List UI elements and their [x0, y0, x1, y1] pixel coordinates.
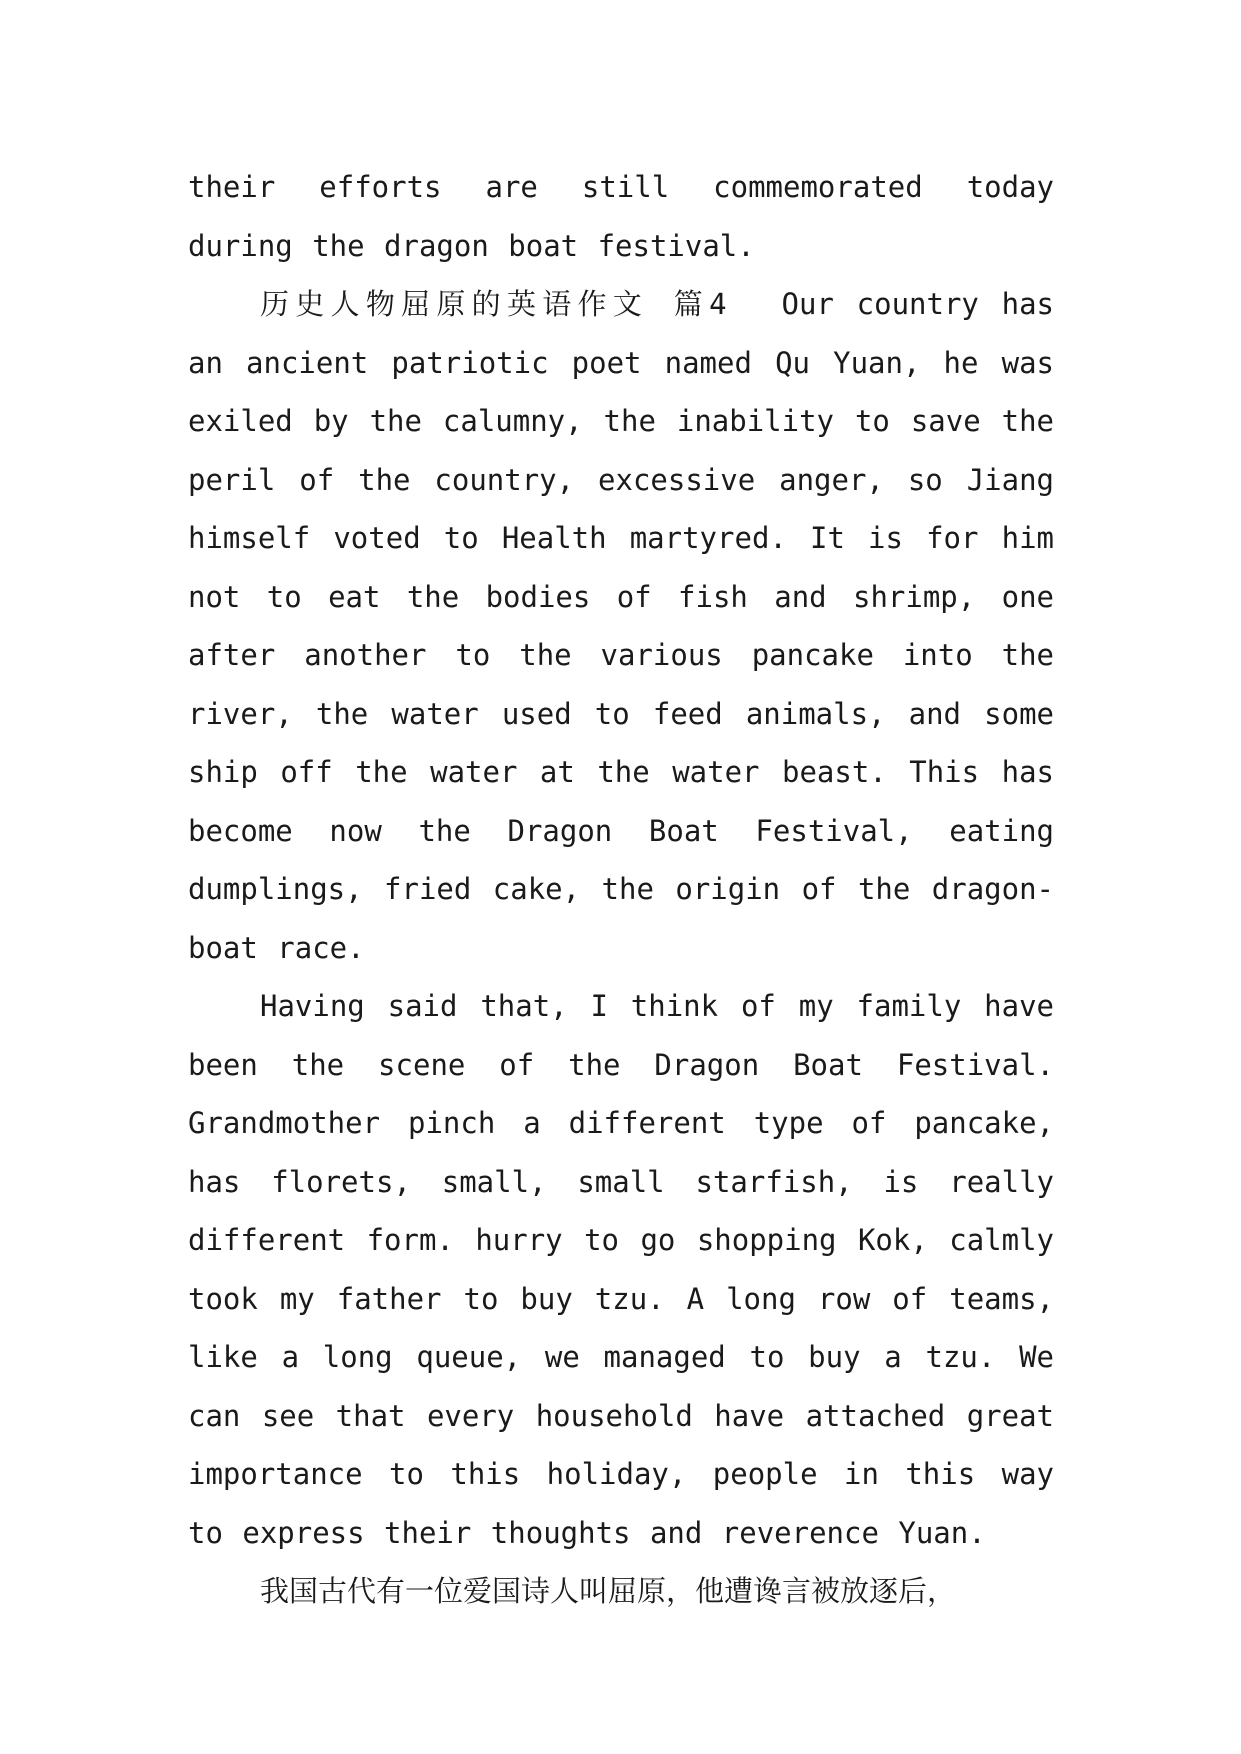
paragraph-family-scene — [188, 977, 1054, 1562]
paragraph-text: their efforts are still commemorated today during the dragon boat festival. — [188, 170, 1054, 263]
paragraph-chinese-translation — [188, 1562, 1054, 1621]
paragraph-text: Having said that, I think of my family have been the scene of the Dragon Boat Festival. Grandmother pinch a different type of pancake, has florets, small, small starfish, is really different form. hurry to go shopping Kok, calmly took my father to buy tzu. A long row of teams, like a long queue, we managed to buy a tzu. We can see that every household have attached great importance to this holiday, people in this way to express their thoughts and reverence Yuan. — [188, 989, 1054, 1550]
paragraph-text: 我国古代有一位爱国诗人叫屈原，他遭谗言被放逐后， — [260, 1574, 957, 1608]
essay-section-title: 历史人物屈原的英语作文 篇4 — [260, 287, 730, 321]
paragraph-essay-4-intro — [188, 275, 1054, 977]
paragraph-continuation — [188, 158, 1054, 275]
paragraph-text: Our country has an ancient patriotic poet named Qu Yuan, he was exiled by the calumny, the inability to save the peril of the country, excessive anger, so Jiang himself voted to Health martyred. It is for him not to eat the bodies of fish and shrimp, one after another to the various pancake into the river, the water used to feed animals, and some ship off the water at the water beast. This has become now the Dragon Boat Festival, eating dumplings, fried cake, the origin of the dragon-boat race. — [188, 287, 1054, 965]
document-body — [188, 158, 1054, 1621]
